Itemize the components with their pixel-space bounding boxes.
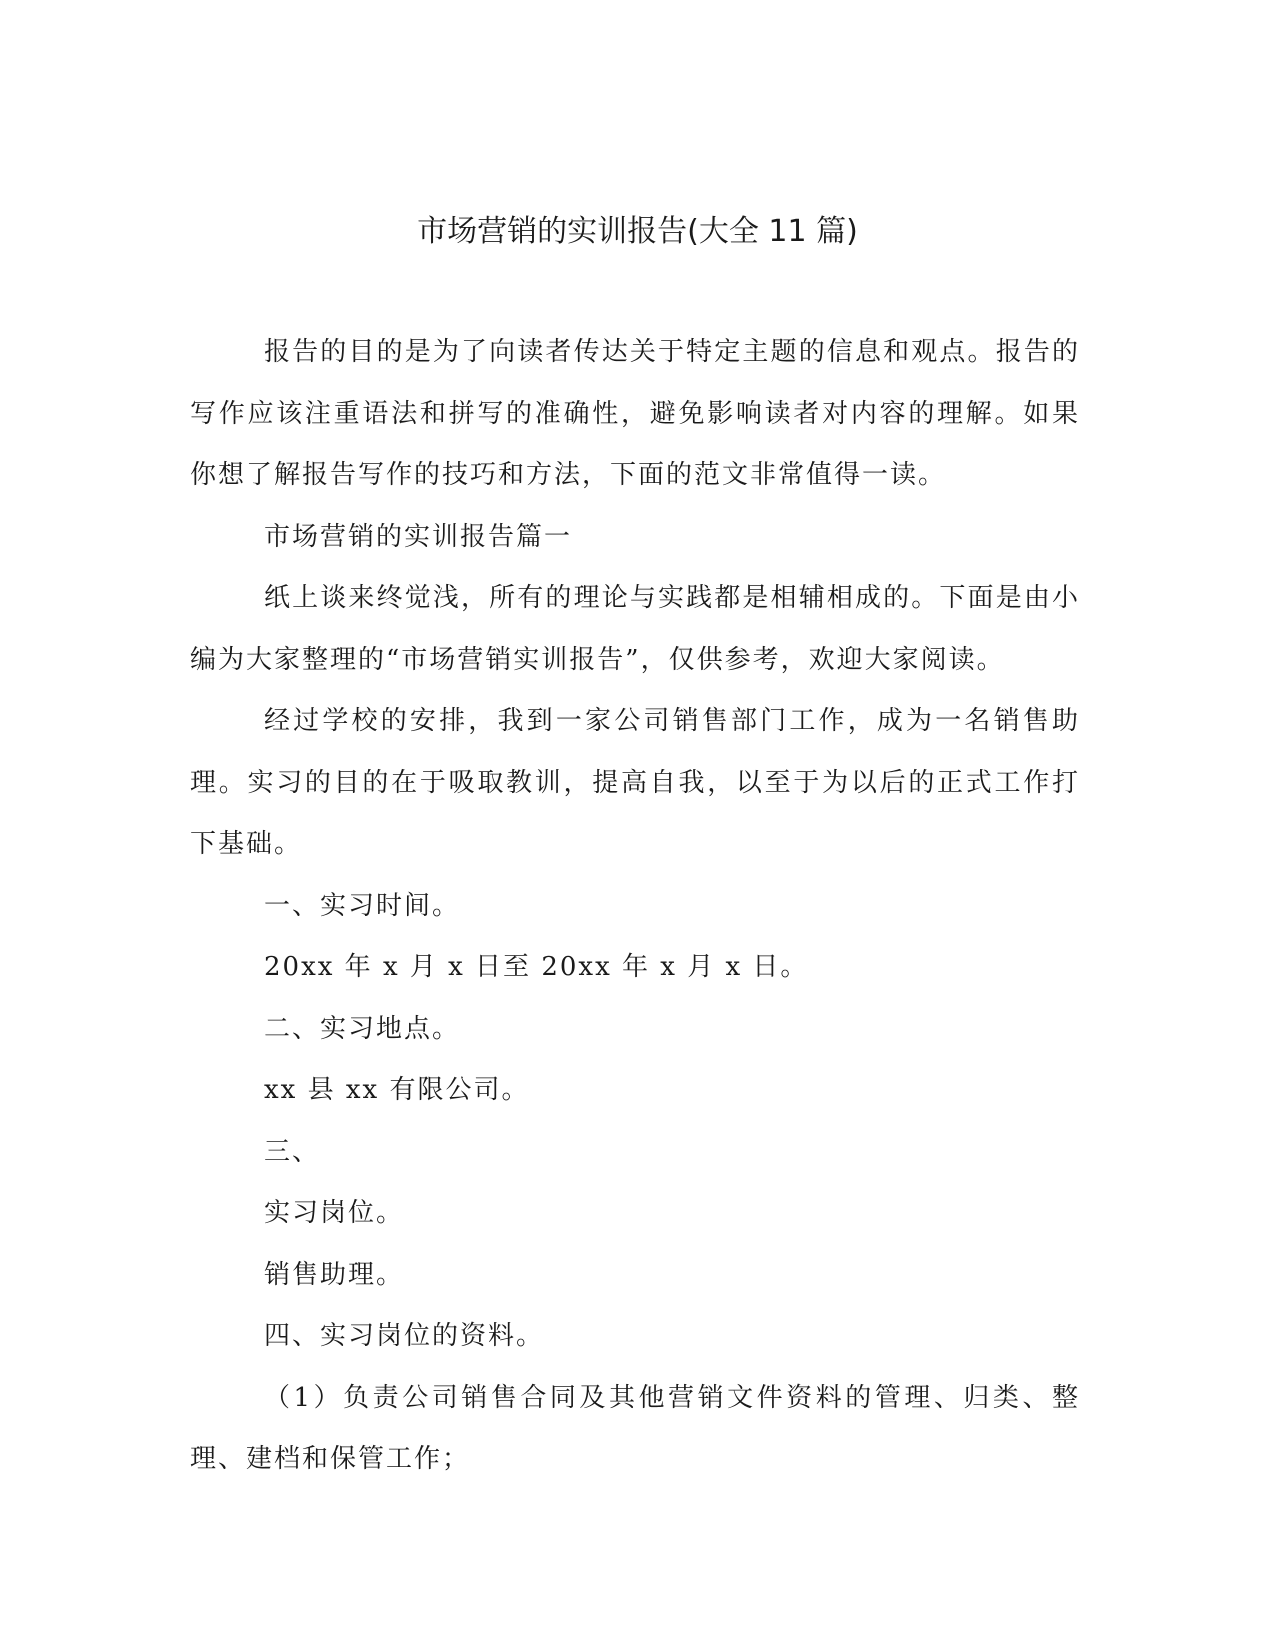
document-body (190, 322, 1080, 1491)
body-paragraph: 纸上谈来终觉浅，所有的理论与实践都是相辅相成的。下面是由小编为大家整理的“市场营销实训报告”，仅供参考，欢迎大家阅读。 (190, 583, 1080, 675)
list-item: 20xx 年 x 月 x 日至 20xx 年 x 月 x 日。 (264, 952, 809, 982)
list-item: （1）负责公司销售合同及其他营销文件资料的管理、归类、整理、建档和保管工作； (190, 1382, 1080, 1474)
body-paragraph: 经过学校的安排，我到一家公司销售部门工作，成为一名销售助理。实习的目的在于吸取教训，提高自我，以至于为以后的正式工作打下基础。 (190, 706, 1080, 859)
intro-paragraph: 报告的目的是为了向读者传达关于特定主题的信息和观点。报告的写作应该注重语法和拼写的准确性，避免影响读者对内容的理解。如果你想了解报告写作的技巧和方法，下面的范文非常值得一读。 (190, 337, 1080, 490)
list-heading: 四、实习岗位的资料。 (264, 1321, 545, 1351)
list-heading: 一、实习时间。 (264, 890, 461, 921)
list-heading: 实习岗位。 (264, 1198, 405, 1228)
list-heading: 二、实习地点。 (264, 1013, 461, 1044)
list-item: 销售助理。 (264, 1259, 405, 1290)
list-item: xx 县 xx 有限公司。 (264, 1075, 530, 1105)
section-heading: 市场营销的实训报告篇一 (264, 521, 573, 552)
list-heading: 三、 (264, 1136, 321, 1167)
document-title: 市场营销的实训报告(大全 11 篇) (417, 214, 858, 249)
